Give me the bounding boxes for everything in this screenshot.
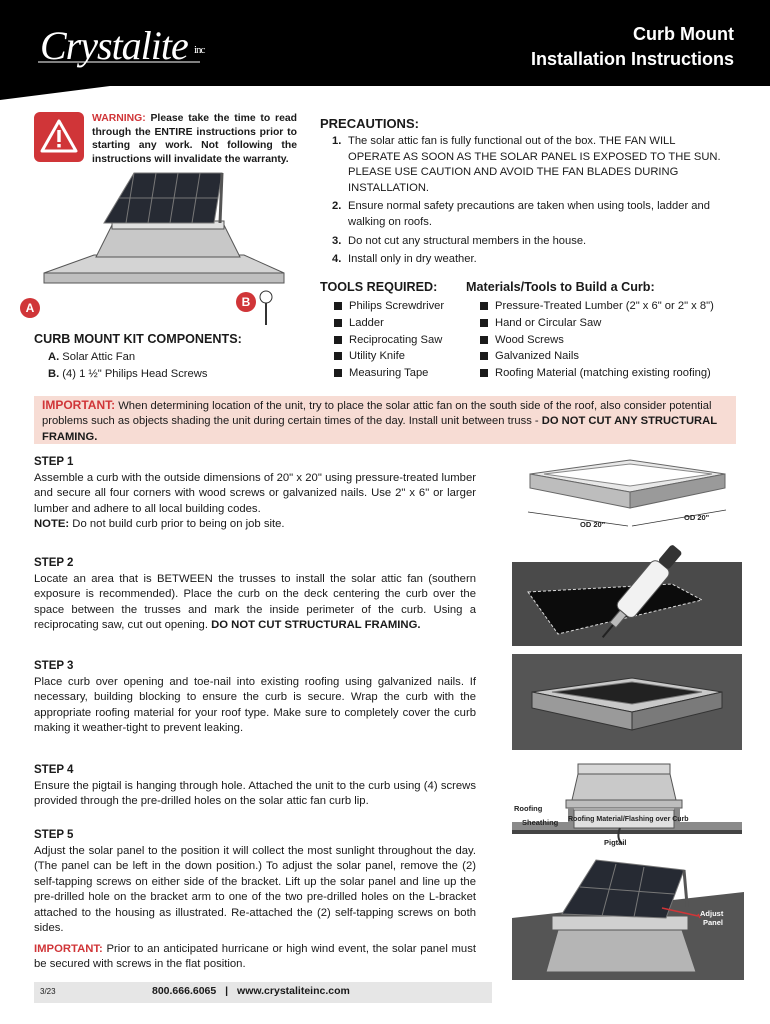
step-1-heading: STEP 1 [34, 456, 74, 468]
list-item: 3. Do not cut any structural members in the house. [332, 234, 587, 247]
precautions-list [332, 134, 727, 271]
footer-contact: 800.666.6065 | www.crystaliteinc.com [152, 985, 350, 997]
list-item: Reciprocating Saw [334, 332, 474, 349]
curb-on-roof-illustration [512, 654, 742, 750]
list-item: Philips Screwdriver [334, 298, 474, 315]
step-1-text: Assemble a curb with the outside dimensions of 20" x 20" using pressure-treated lumber and secure all four corners with wood screws or galvanized nails. Use 2" x 6" or larger lumber and adhere to all local building codes. NOTE: Do not build curb prior to being on job site. [34, 472, 476, 531]
step-3-text: Place curb over opening and toe-nail into existing roofing using galvanized nails. If necessary, building blocking to ensure the curb is secure. Wrap the curb with the appropriate roofing material for your roof type. Make sure to completely cover the curb making it weather-tight to prevent leaking. [34, 676, 476, 735]
footer-website[interactable]: www.crystaliteinc.com [237, 985, 350, 997]
step-2-heading: STEP 2 [34, 557, 74, 569]
warning-icon [34, 112, 84, 162]
sheathing-label: Sheathing [522, 818, 559, 827]
page-title-line2: Installation Instructions [530, 49, 734, 69]
important-bottom-text: IMPORTANT: Prior to an anticipated hurricane or high wind event, the solar panel must be secured with screws in the flat position. [34, 943, 476, 971]
precautions-heading: PRECAUTIONS: [320, 116, 419, 131]
marker-b: B [236, 292, 256, 312]
step-5-heading: STEP 5 [34, 829, 74, 841]
brand-logo: Crystalite inc [40, 23, 205, 68]
list-item: Galvanized Nails [480, 348, 742, 365]
footer-code: 3/23 [40, 987, 56, 996]
cut-opening-illustration [512, 542, 742, 646]
list-item: 2. Ensure normal safety precautions are taken when using tools, ladder and walking on roofs. [332, 200, 710, 228]
marker-a: A [20, 298, 40, 318]
list-item: Measuring Tape [334, 365, 474, 382]
list-item: Wood Screws [480, 332, 742, 349]
important-text: IMPORTANT: When determining location of the unit, try to place the solar attic fan on the south side of the roof, also consider potential problems such as objects shading the unit during certain times of the day. Install unit between truss - DO NOT CUT ANY STRUCTURAL FRAMING. [42, 398, 717, 443]
step-5-text: Adjust the solar panel to the position it will collect the most sunlight throughout the day. (The panel can be left in the down position.) To adjust the solar panel, remove the (2) self-tapping screws on either side of the bracket. Lift up the solar panel and line up the pre-drilled hole on the bracket arm to one of the two pre-drilled holes on the L-bracket attached to the housing as illustrated. Re-attached the (2) self-tapping screws on both sides. [34, 845, 476, 935]
pigtail-label: Pigtail [604, 838, 627, 847]
od-right-label: OD 20" [684, 513, 710, 522]
flashing-label: Roofing Material/Flashing over Curb [568, 816, 689, 823]
materials-list [480, 298, 742, 382]
kit-item-b: B. (4) 1 ½" Philips Head Screws [48, 368, 208, 380]
tools-list [334, 298, 474, 382]
list-item: Utility Knife [334, 348, 474, 365]
roofing-label: Roofing [514, 804, 543, 813]
list-item: Roofing Material (matching existing roofing) [480, 365, 742, 382]
list-item: Pressure-Treated Lumber (2" x 6" or 2" x 8") [480, 298, 742, 315]
warning-box [34, 112, 84, 162]
solar-fan-kit-illustration [34, 165, 304, 325]
step-3-heading: STEP 3 [34, 660, 74, 672]
kit-item-a: A. Solar Attic Fan [48, 351, 136, 363]
materials-heading: Materials/Tools to Build a Curb: [466, 280, 655, 294]
unit-on-curb-illustration [512, 756, 742, 852]
step-4-text: Ensure the pigtail is hanging through hole. Attached the unit to the curb using (4) screws provided through the pre-drilled holes on the solar attic fan curb lip. [34, 780, 476, 808]
footer-phone: 800.666.6065 [152, 985, 217, 997]
step-4-heading: STEP 4 [34, 764, 74, 776]
adjust-label-line1: Adjust [700, 909, 724, 918]
adjust-label-line2: Panel [703, 918, 724, 927]
list-item: 4. Install only in dry weather. [332, 253, 477, 266]
list-item: Ladder [334, 315, 474, 332]
od-left-label: OD 20" [580, 520, 606, 529]
step-2-text: Locate an area that is BETWEEN the trusses to install the solar attic fan (southern exposure is recommended). Place the curb on the deck centering the curb over the space between the trusses and mark the inside perimeter of the curb. Using a reciprocating saw, cut out opening. DO NOT CUT STRUCTURAL FRAMING. [34, 573, 476, 632]
kit-heading: CURB MOUNT KIT COMPONENTS: [34, 332, 242, 346]
page-title-line1: Curb Mount [633, 24, 734, 44]
list-item: Hand or Circular Saw [480, 315, 742, 332]
tools-heading: TOOLS REQUIRED: [320, 280, 438, 294]
list-item: 1. The solar attic fan is fully functional out of the box. THE FAN WILL OPERATE AS SOON AS THE SOLAR PANEL IS EXPOSED TO THE SUN. PLEASE USE CAUTION AND AVOID THE FAN BLADES DURING INSTALLATION. [332, 135, 721, 194]
warning-text: WARNING: Please take the time to read through the ENTIRE instructions prior to starting any work. Not following the instructions will invalidate the warranty. [92, 113, 297, 165]
